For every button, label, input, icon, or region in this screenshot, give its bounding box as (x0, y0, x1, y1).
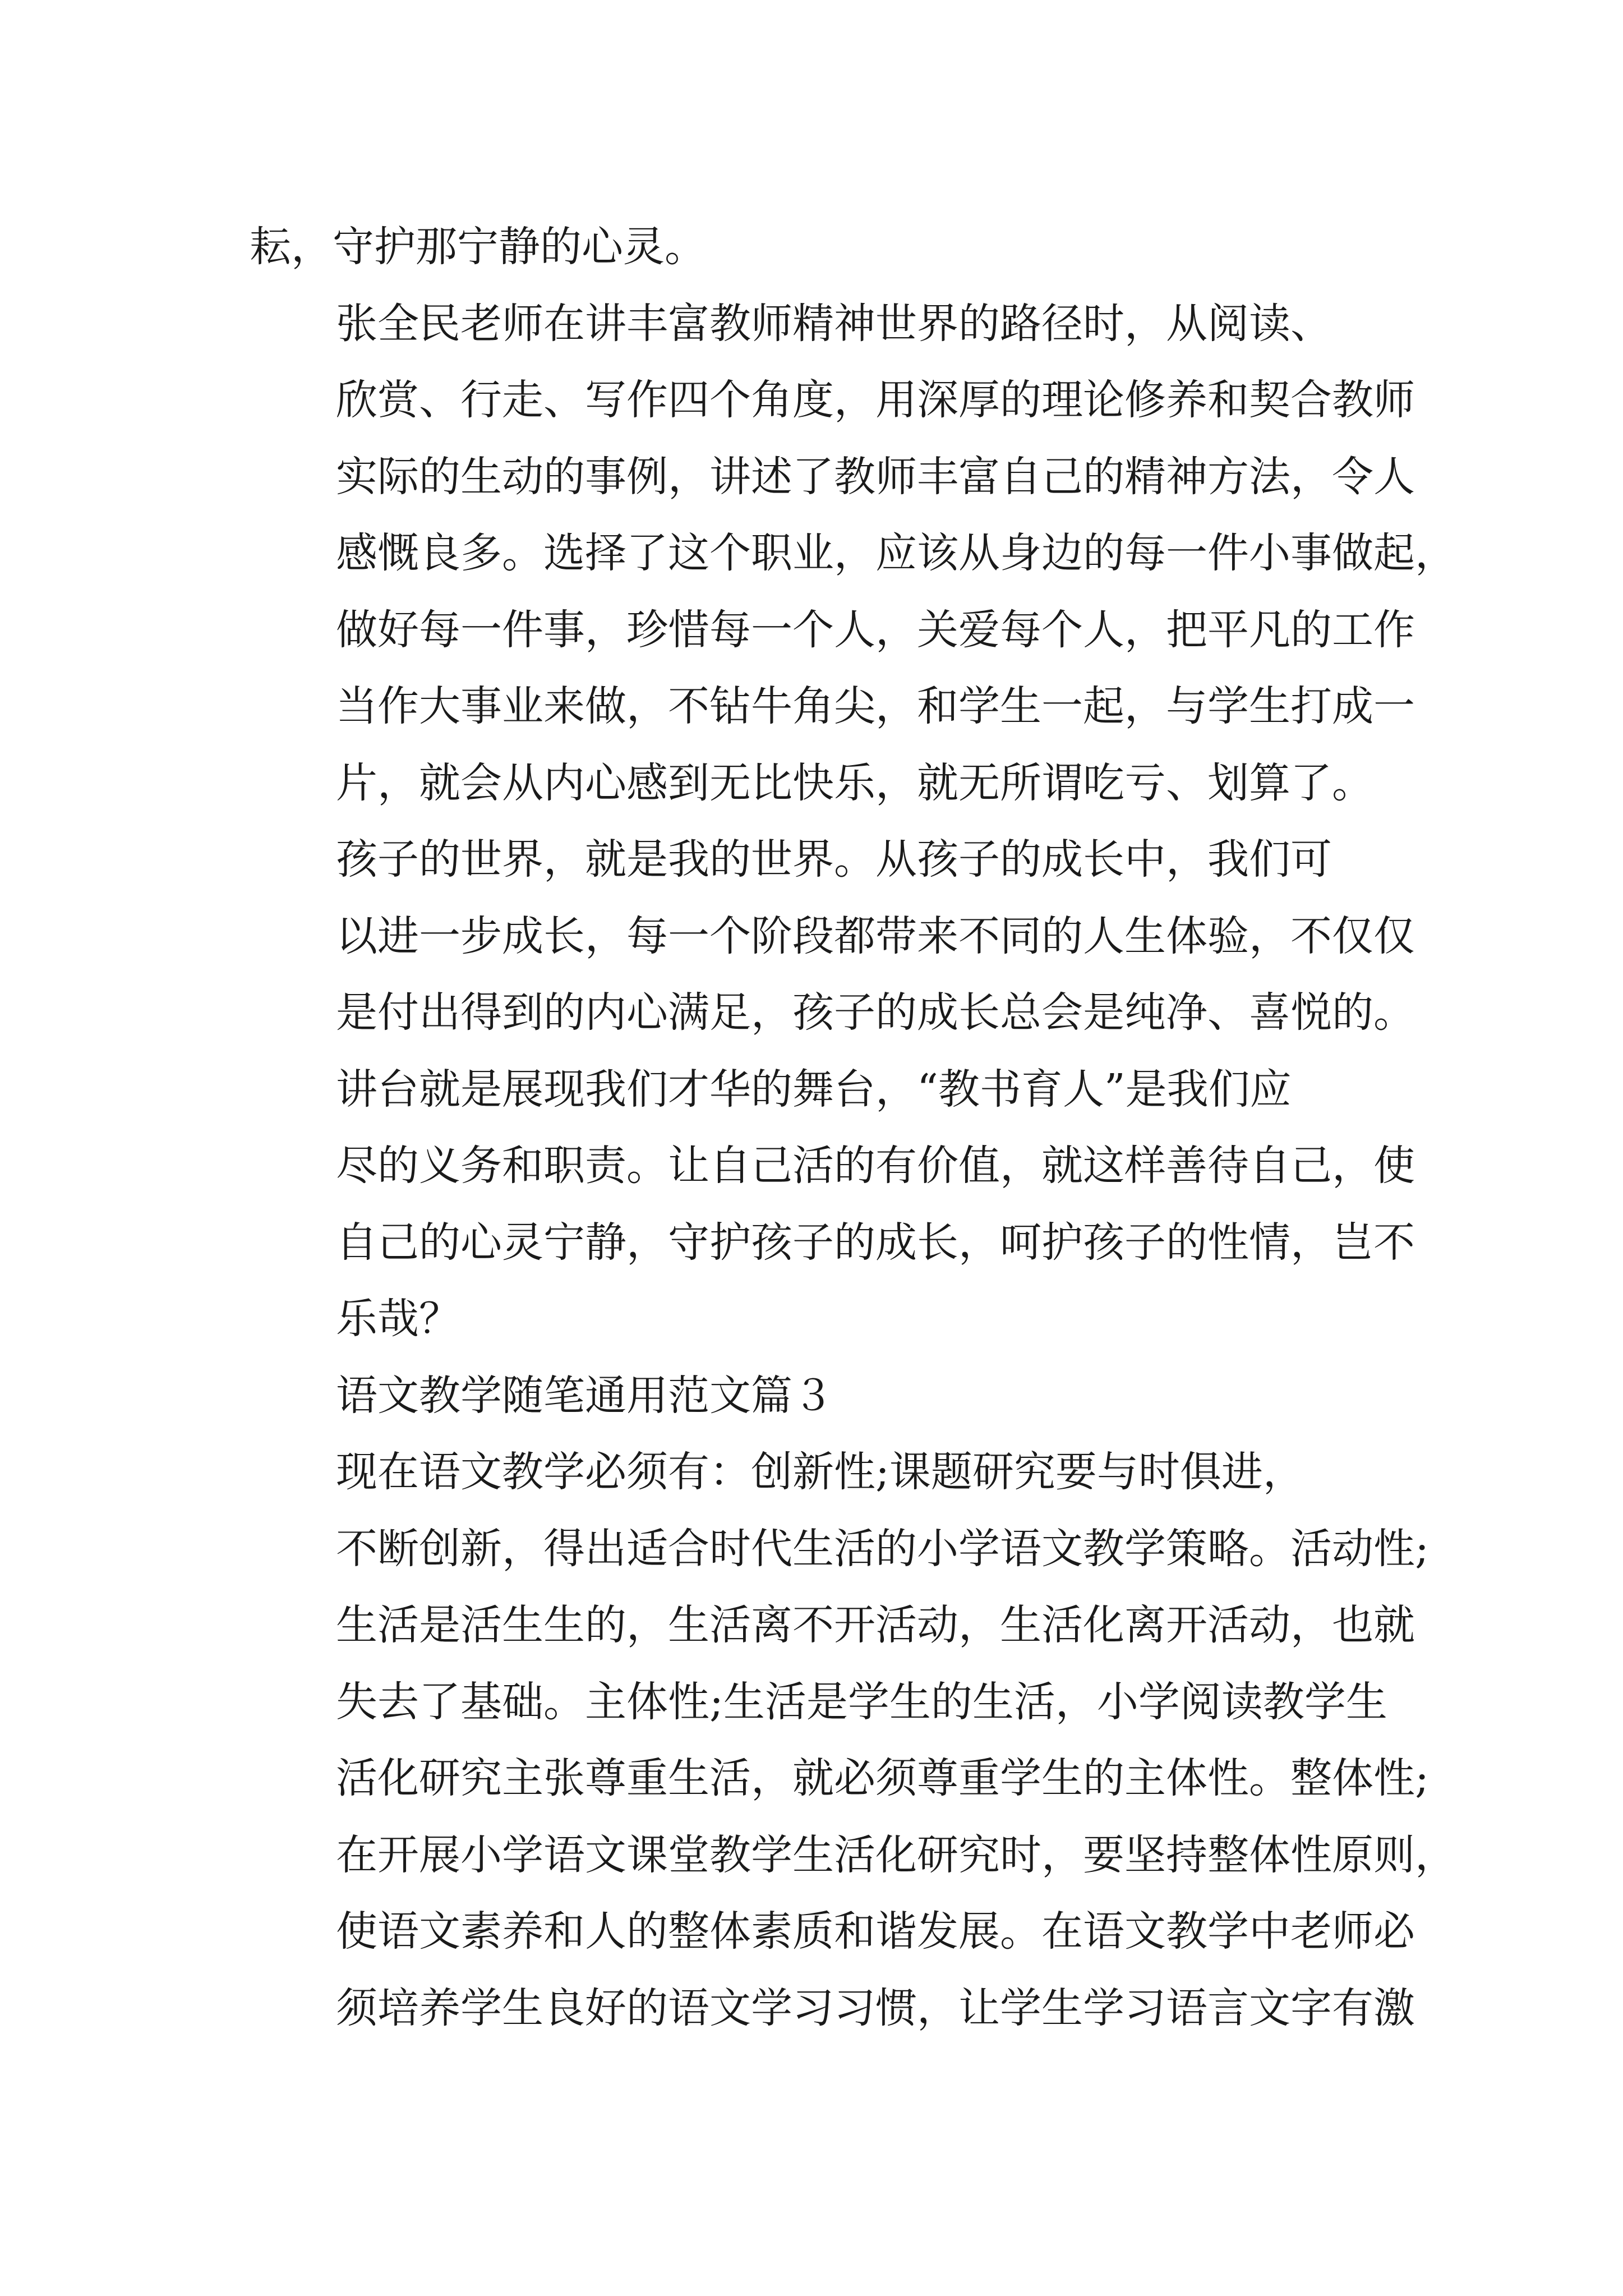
text-line: 欣赏、行走、写作四个角度，用深厚的理论修养和契合教师 (336, 376, 1415, 424)
text-line: 自己的心灵宁静，守护孩子的成长，呵护孩子的性情，岂不 (336, 1218, 1415, 1267)
text-line: 张全民老师在讲丰富教师精神世界的路径时，从阅读、 (336, 299, 1332, 348)
text-line: 使语文素养和人的整体素质和谐发展。在语文教学中老师必 (336, 1907, 1415, 1955)
paragraph (250, 286, 1456, 822)
paragraph (250, 209, 1377, 286)
text-line: 活化研究主张尊重生活，就必须尊重学生的主体性。整体性; (336, 1754, 1429, 1802)
text-line: 耘，守护那宁静的心灵。 (250, 223, 706, 271)
text-line: 现在语文教学必须有：创新性;课题研究要与时俱进， (336, 1448, 1304, 1496)
section-heading (250, 1358, 1377, 1434)
text-line: 不断创新，得出适合时代生活的小学语文教学策略。活动性; (336, 1524, 1429, 1573)
text-line: 片，就会从内心感到无比快乐，就无所谓吃亏、划算了。 (336, 758, 1373, 807)
paragraph (250, 1051, 1415, 1358)
text-line: 须培养学生良好的语文学习习惯，让学生学习语言文字有激 (336, 1984, 1415, 2032)
text-line: 是付出得到的内心满足，孩子的成长总会是纯净、喜悦的。 (336, 988, 1415, 1037)
text-line: 感慨良多。选择了这个职业，应该从身边的每一件小事做起， (336, 529, 1456, 577)
text-line: 孩子的世界，就是我的世界。从孩子的成长中，我们可 (336, 835, 1332, 884)
text-line: 讲台就是展现我们才华的舞台，“教书育人”是我们应 (336, 1065, 1292, 1114)
text-line: 在开展小学语文课堂教学生活化研究时，要坚持整体性原则， (336, 1830, 1456, 1879)
text-line: 尽的义务和职责。让自己活的有价值，就这样善待自己，使 (336, 1142, 1415, 1190)
paragraph (250, 821, 1415, 1051)
paragraph (250, 1434, 1456, 2046)
body-text (250, 209, 1456, 2046)
text-line: 实际的生动的事例，讲述了教师丰富自己的精神方法，令人 (336, 452, 1415, 501)
heading-line: 语文教学随笔通用范文篇３ (336, 1371, 834, 1420)
text-line: 以进一步成长，每一个阶段都带来不同的人生体验，不仅仅 (336, 912, 1415, 960)
text-line: 做好每一件事，珍惜每一个人，关爱每个人，把平凡的工作 (336, 605, 1415, 654)
text-line: 乐哉？ (336, 1295, 460, 1343)
text-line: 当作大事业来做，不钻牛角尖，和学生一起，与学生打成一 (336, 682, 1415, 730)
text-line: 失去了基础。主体性;生活是学生的生活，小学阅读教学生 (336, 1677, 1387, 1726)
text-line: 生活是活生生的，生活离不开活动，生活化离开活动，也就 (336, 1601, 1415, 1649)
